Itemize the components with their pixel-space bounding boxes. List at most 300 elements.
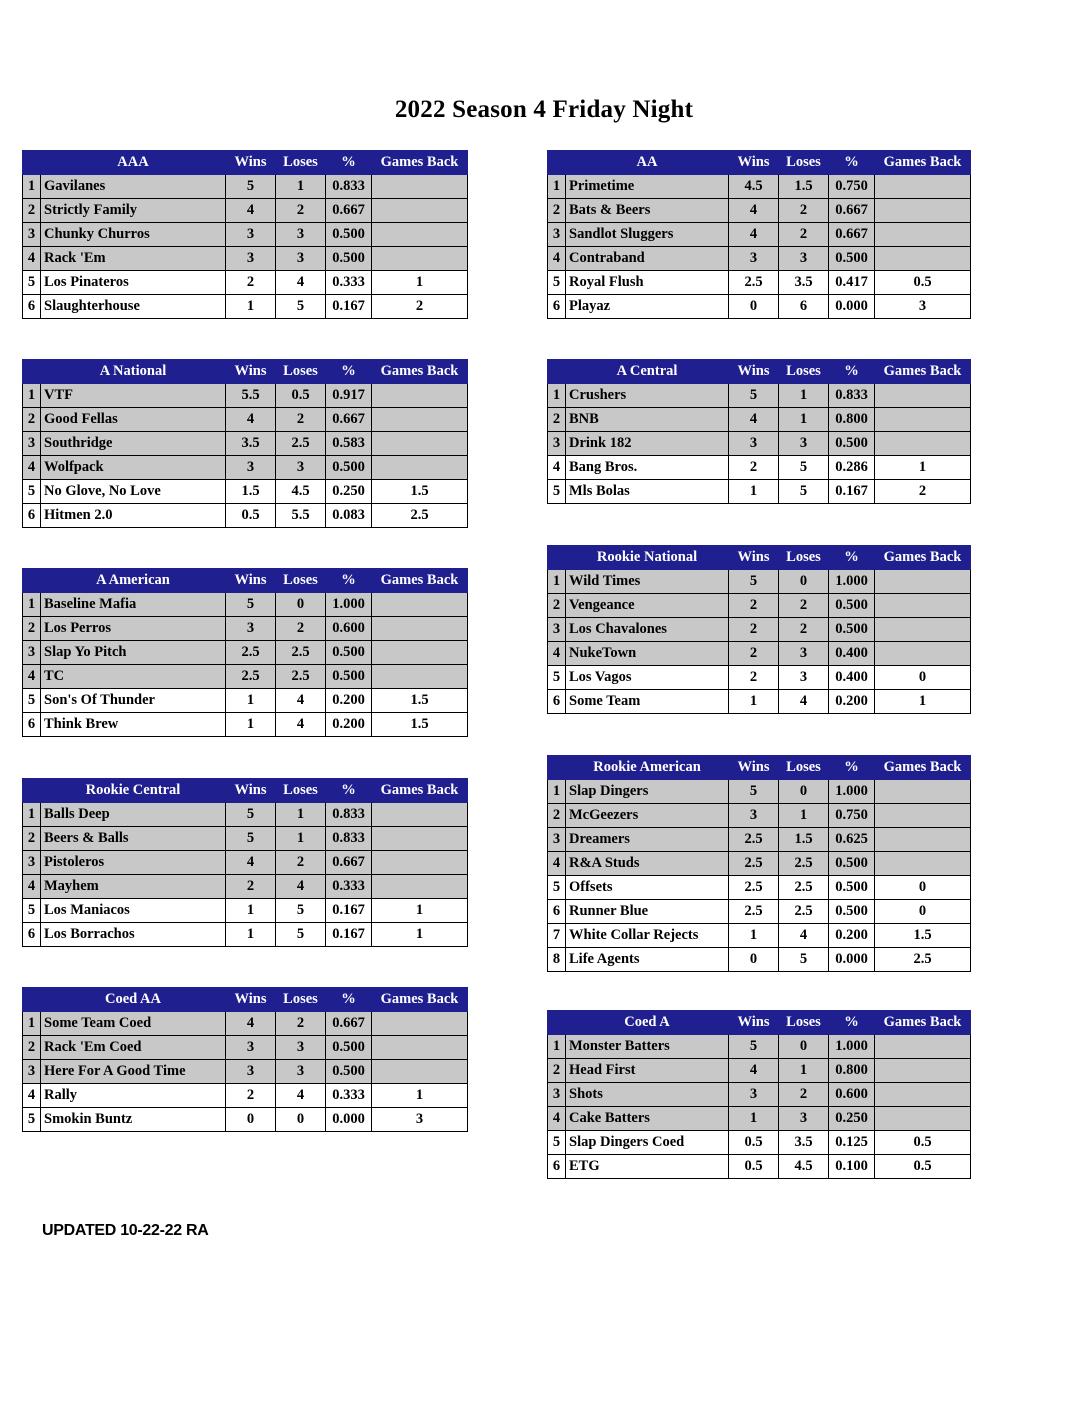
win-pct-cell: 0.000: [326, 1108, 372, 1132]
column-header: Games Back: [372, 779, 468, 803]
table-row: [23, 665, 468, 689]
games-back-cell: [372, 665, 468, 689]
wins-cell: 4: [729, 408, 779, 432]
column-header: Loses: [276, 360, 326, 384]
games-back-cell: [875, 618, 971, 642]
wins-cell: 5: [226, 593, 276, 617]
table-row: [548, 642, 971, 666]
column-header: Wins: [226, 988, 276, 1012]
wins-cell: 0: [729, 948, 779, 972]
table-row: [548, 1059, 971, 1083]
rank-cell: 1: [548, 780, 566, 804]
table-row: [23, 1108, 468, 1132]
win-pct-cell: 0.667: [829, 223, 875, 247]
loses-cell: 2.5: [276, 641, 326, 665]
rank-cell: 8: [548, 948, 566, 972]
division-header: Rookie National: [566, 546, 729, 570]
table-row: [23, 480, 468, 504]
table-row: [548, 948, 971, 972]
wins-cell: 0.5: [226, 504, 276, 528]
wins-cell: 3: [226, 1036, 276, 1060]
win-pct-cell: 0.125: [829, 1131, 875, 1155]
team-name-cell: Dreamers: [566, 828, 729, 852]
loses-cell: 4: [276, 713, 326, 737]
column-header: %: [326, 151, 372, 175]
games-back-cell: [372, 456, 468, 480]
win-pct-cell: 1.000: [326, 593, 372, 617]
wins-cell: 4: [226, 199, 276, 223]
rank-cell: 5: [23, 689, 41, 713]
games-back-cell: 1.5: [875, 924, 971, 948]
team-name-cell: Crushers: [566, 384, 729, 408]
column-header: Wins: [729, 151, 779, 175]
wins-cell: 4: [729, 1059, 779, 1083]
wins-cell: 5.5: [226, 384, 276, 408]
rank-cell: 5: [23, 899, 41, 923]
rank-cell: 2: [23, 617, 41, 641]
column-header: Loses: [779, 756, 829, 780]
rank-column-header: [548, 1011, 566, 1035]
rank-cell: 4: [23, 1084, 41, 1108]
rank-cell: 4: [23, 875, 41, 899]
games-back-cell: [875, 1035, 971, 1059]
table-row: [548, 247, 971, 271]
team-name-cell: Mls Bolas: [566, 480, 729, 504]
table-row: [548, 271, 971, 295]
rank-cell: 4: [23, 456, 41, 480]
rank-cell: 2: [548, 804, 566, 828]
win-pct-cell: 0.167: [829, 480, 875, 504]
loses-cell: 4: [276, 271, 326, 295]
win-pct-cell: 0.667: [829, 199, 875, 223]
column-header: Games Back: [875, 756, 971, 780]
games-back-cell: [372, 617, 468, 641]
team-name-cell: Los Borrachos: [41, 923, 226, 947]
loses-cell: 5: [779, 948, 829, 972]
table-row: [548, 924, 971, 948]
win-pct-cell: 0.500: [829, 594, 875, 618]
loses-cell: 2: [276, 408, 326, 432]
team-name-cell: Monster Batters: [566, 1035, 729, 1059]
loses-cell: 5: [276, 899, 326, 923]
loses-cell: 3.5: [779, 1131, 829, 1155]
team-name-cell: Bang Bros.: [566, 456, 729, 480]
wins-cell: 1: [729, 690, 779, 714]
loses-cell: 0: [779, 1035, 829, 1059]
rank-cell: 1: [23, 593, 41, 617]
column-header: Loses: [276, 151, 326, 175]
loses-cell: 5: [779, 480, 829, 504]
rank-cell: 5: [548, 271, 566, 295]
rank-cell: 4: [548, 1107, 566, 1131]
table-row: [23, 247, 468, 271]
wins-cell: 1: [226, 295, 276, 319]
win-pct-cell: 0.833: [326, 175, 372, 199]
wins-cell: 4: [226, 1012, 276, 1036]
win-pct-cell: 0.500: [326, 665, 372, 689]
win-pct-cell: 0.833: [326, 803, 372, 827]
team-name-cell: Life Agents: [566, 948, 729, 972]
rank-cell: 1: [548, 1035, 566, 1059]
win-pct-cell: 0.500: [829, 618, 875, 642]
team-name-cell: NukeTown: [566, 642, 729, 666]
loses-cell: 2.5: [779, 900, 829, 924]
team-name-cell: Rally: [41, 1084, 226, 1108]
loses-cell: 2: [276, 851, 326, 875]
division-header: AAA: [41, 151, 226, 175]
table-row: [23, 899, 468, 923]
win-pct-cell: 0.500: [326, 247, 372, 271]
rank-column-header: [23, 779, 41, 803]
table-row: [23, 1036, 468, 1060]
loses-cell: 4: [779, 924, 829, 948]
wins-cell: 2: [729, 642, 779, 666]
standings-table: [22, 568, 468, 737]
table-row: [23, 1084, 468, 1108]
table-row: [548, 876, 971, 900]
games-back-cell: 0: [875, 900, 971, 924]
table-row: [23, 1060, 468, 1084]
win-pct-cell: 0.667: [326, 1012, 372, 1036]
wins-cell: 2: [729, 456, 779, 480]
table-row: [548, 295, 971, 319]
win-pct-cell: 0.200: [829, 924, 875, 948]
games-back-cell: 2: [372, 295, 468, 319]
division-header: Coed AA: [41, 988, 226, 1012]
loses-cell: 0: [276, 593, 326, 617]
team-name-cell: Drink 182: [566, 432, 729, 456]
table-row: [548, 223, 971, 247]
division-header: A American: [41, 569, 226, 593]
team-name-cell: Slap Dingers: [566, 780, 729, 804]
rank-cell: 3: [548, 223, 566, 247]
loses-cell: 0.5: [276, 384, 326, 408]
team-name-cell: Contraband: [566, 247, 729, 271]
wins-cell: 2.5: [226, 665, 276, 689]
rank-column-header: [548, 360, 566, 384]
games-back-cell: [875, 642, 971, 666]
loses-cell: 3: [779, 642, 829, 666]
loses-cell: 1.5: [779, 175, 829, 199]
team-name-cell: Primetime: [566, 175, 729, 199]
games-back-cell: [875, 828, 971, 852]
team-name-cell: Los Vagos: [566, 666, 729, 690]
table-row: [548, 828, 971, 852]
loses-cell: 2: [276, 199, 326, 223]
rank-cell: 6: [548, 295, 566, 319]
team-name-cell: Hitmen 2.0: [41, 504, 226, 528]
wins-cell: 5: [729, 1035, 779, 1059]
column-header: Games Back: [875, 546, 971, 570]
column-header: Loses: [779, 546, 829, 570]
rank-cell: 4: [548, 247, 566, 271]
wins-cell: 0: [226, 1108, 276, 1132]
loses-cell: 3: [276, 223, 326, 247]
loses-cell: 3: [779, 666, 829, 690]
wins-cell: 1.5: [226, 480, 276, 504]
loses-cell: 4.5: [779, 1155, 829, 1179]
games-back-cell: [875, 384, 971, 408]
rank-column-header: [23, 569, 41, 593]
games-back-cell: [875, 852, 971, 876]
wins-cell: 5: [226, 175, 276, 199]
win-pct-cell: 0.800: [829, 408, 875, 432]
wins-cell: 4.5: [729, 175, 779, 199]
column-header: Loses: [779, 151, 829, 175]
division-header: Rookie American: [566, 756, 729, 780]
win-pct-cell: 0.000: [829, 295, 875, 319]
standings-table: [22, 359, 468, 528]
wins-cell: 3: [729, 1083, 779, 1107]
team-name-cell: Shots: [566, 1083, 729, 1107]
wins-cell: 3: [729, 247, 779, 271]
games-back-cell: 1: [875, 456, 971, 480]
table-row: [23, 851, 468, 875]
table-row: [23, 223, 468, 247]
games-back-cell: 2.5: [372, 504, 468, 528]
loses-cell: 3.5: [779, 271, 829, 295]
loses-cell: 2: [779, 199, 829, 223]
wins-cell: 2.5: [729, 828, 779, 852]
win-pct-cell: 0.200: [326, 713, 372, 737]
table-row: [23, 175, 468, 199]
team-name-cell: Slap Dingers Coed: [566, 1131, 729, 1155]
table-row: [548, 175, 971, 199]
table-row: [23, 803, 468, 827]
rank-cell: 5: [548, 480, 566, 504]
division-header: Coed A: [566, 1011, 729, 1035]
games-back-cell: [875, 1059, 971, 1083]
wins-cell: 3: [729, 432, 779, 456]
win-pct-cell: 0.833: [829, 384, 875, 408]
rank-cell: 5: [23, 271, 41, 295]
games-back-cell: 0.5: [875, 1131, 971, 1155]
standings-table: [547, 755, 971, 972]
wins-cell: 1: [226, 923, 276, 947]
games-back-cell: 1.5: [372, 689, 468, 713]
win-pct-cell: 0.833: [326, 827, 372, 851]
rank-cell: 6: [548, 900, 566, 924]
games-back-cell: [372, 247, 468, 271]
rank-cell: 3: [23, 641, 41, 665]
column-header: Games Back: [875, 151, 971, 175]
loses-cell: 1: [779, 384, 829, 408]
column-header: Games Back: [875, 360, 971, 384]
table-row: [23, 713, 468, 737]
column-header: %: [829, 1011, 875, 1035]
wins-cell: 2: [729, 594, 779, 618]
games-back-cell: 1: [875, 690, 971, 714]
standings-table: [22, 987, 468, 1132]
win-pct-cell: 0.500: [326, 1036, 372, 1060]
win-pct-cell: 0.167: [326, 923, 372, 947]
team-name-cell: Head First: [566, 1059, 729, 1083]
wins-cell: 3: [226, 247, 276, 271]
wins-cell: 0.5: [729, 1131, 779, 1155]
rank-cell: 3: [23, 432, 41, 456]
rank-cell: 3: [548, 432, 566, 456]
wins-cell: 5: [226, 803, 276, 827]
wins-cell: 2: [226, 1084, 276, 1108]
table-row: [548, 384, 971, 408]
table-row: [548, 1131, 971, 1155]
wins-cell: 3: [226, 456, 276, 480]
win-pct-cell: 0.500: [326, 1060, 372, 1084]
team-name-cell: Bats & Beers: [566, 199, 729, 223]
rank-cell: 4: [23, 665, 41, 689]
team-name-cell: BNB: [566, 408, 729, 432]
games-back-cell: 3: [875, 295, 971, 319]
table-row: [548, 780, 971, 804]
wins-cell: 3: [226, 617, 276, 641]
team-name-cell: Sandlot Sluggers: [566, 223, 729, 247]
games-back-cell: [372, 432, 468, 456]
table-row: [548, 199, 971, 223]
rank-cell: 3: [548, 1083, 566, 1107]
team-name-cell: Offsets: [566, 876, 729, 900]
loses-cell: 2: [779, 618, 829, 642]
rank-cell: 6: [23, 713, 41, 737]
wins-cell: 2: [226, 875, 276, 899]
win-pct-cell: 0.333: [326, 1084, 372, 1108]
wins-cell: 2.5: [729, 900, 779, 924]
rank-cell: 2: [23, 199, 41, 223]
table-row: [23, 641, 468, 665]
table-row: [23, 923, 468, 947]
win-pct-cell: 0.250: [326, 480, 372, 504]
rank-cell: 3: [23, 851, 41, 875]
table-row: [23, 593, 468, 617]
games-back-cell: [875, 199, 971, 223]
table-row: [548, 1107, 971, 1131]
team-name-cell: Runner Blue: [566, 900, 729, 924]
wins-cell: 1: [729, 1107, 779, 1131]
win-pct-cell: 0.417: [829, 271, 875, 295]
win-pct-cell: 0.667: [326, 408, 372, 432]
win-pct-cell: 0.200: [829, 690, 875, 714]
loses-cell: 4: [276, 689, 326, 713]
column-header: %: [829, 360, 875, 384]
games-back-cell: [875, 432, 971, 456]
rank-column-header: [23, 988, 41, 1012]
wins-cell: 4: [729, 223, 779, 247]
loses-cell: 3: [276, 1060, 326, 1084]
rank-column-header: [23, 151, 41, 175]
games-back-cell: [372, 223, 468, 247]
games-back-cell: 1.5: [372, 713, 468, 737]
table-row: [548, 432, 971, 456]
win-pct-cell: 0.583: [326, 432, 372, 456]
wins-cell: 2.5: [226, 641, 276, 665]
win-pct-cell: 0.400: [829, 666, 875, 690]
rank-column-header: [548, 546, 566, 570]
rank-cell: 2: [548, 1059, 566, 1083]
win-pct-cell: 0.667: [326, 851, 372, 875]
table-row: [23, 1012, 468, 1036]
rank-cell: 5: [548, 1131, 566, 1155]
loses-cell: 1: [276, 827, 326, 851]
column-header: Wins: [729, 756, 779, 780]
team-name-cell: Beers & Balls: [41, 827, 226, 851]
table-row: [548, 456, 971, 480]
team-name-cell: Slaughterhouse: [41, 295, 226, 319]
loses-cell: 2: [276, 1012, 326, 1036]
column-header: Games Back: [372, 988, 468, 1012]
rank-column-header: [548, 756, 566, 780]
table-row: [548, 690, 971, 714]
team-name-cell: Vengeance: [566, 594, 729, 618]
rank-cell: 1: [23, 384, 41, 408]
win-pct-cell: 1.000: [829, 780, 875, 804]
games-back-cell: 0.5: [875, 271, 971, 295]
games-back-cell: 0.5: [875, 1155, 971, 1179]
table-row: [548, 618, 971, 642]
division-header: AA: [566, 151, 729, 175]
win-pct-cell: 1.000: [829, 1035, 875, 1059]
wins-cell: 5: [729, 780, 779, 804]
team-name-cell: Some Team Coed: [41, 1012, 226, 1036]
loses-cell: 2: [779, 594, 829, 618]
games-back-cell: 1: [372, 899, 468, 923]
win-pct-cell: 0.500: [829, 852, 875, 876]
team-name-cell: Some Team: [566, 690, 729, 714]
table-row: [23, 504, 468, 528]
wins-cell: 4: [729, 199, 779, 223]
loses-cell: 3: [276, 247, 326, 271]
rank-cell: 3: [548, 618, 566, 642]
column-header: Wins: [226, 779, 276, 803]
loses-cell: 2: [779, 1083, 829, 1107]
games-back-cell: 2.5: [875, 948, 971, 972]
wins-cell: 2.5: [729, 876, 779, 900]
wins-cell: 5: [729, 384, 779, 408]
table-row: [548, 900, 971, 924]
team-name-cell: Wild Times: [566, 570, 729, 594]
loses-cell: 2.5: [276, 432, 326, 456]
rank-cell: 6: [23, 923, 41, 947]
team-name-cell: Southridge: [41, 432, 226, 456]
wins-cell: 4: [226, 851, 276, 875]
wins-cell: 0: [729, 295, 779, 319]
rank-cell: 6: [23, 504, 41, 528]
rank-cell: 1: [548, 175, 566, 199]
loses-cell: 2.5: [779, 876, 829, 900]
table-row: [23, 384, 468, 408]
column-header: %: [829, 151, 875, 175]
win-pct-cell: 0.167: [326, 899, 372, 923]
rank-cell: 1: [548, 570, 566, 594]
column-header: Loses: [276, 569, 326, 593]
loses-cell: 4: [276, 875, 326, 899]
win-pct-cell: 0.083: [326, 504, 372, 528]
team-name-cell: Balls Deep: [41, 803, 226, 827]
loses-cell: 2.5: [779, 852, 829, 876]
wins-cell: 3: [226, 223, 276, 247]
wins-cell: 0.5: [729, 1155, 779, 1179]
team-name-cell: Los Perros: [41, 617, 226, 641]
win-pct-cell: 0.500: [326, 641, 372, 665]
games-back-cell: [372, 875, 468, 899]
loses-cell: 4.5: [276, 480, 326, 504]
rank-cell: 3: [23, 1060, 41, 1084]
standings-table: [547, 150, 971, 319]
wins-cell: 4: [226, 408, 276, 432]
games-back-cell: [372, 593, 468, 617]
rank-cell: 6: [23, 295, 41, 319]
table-row: [548, 594, 971, 618]
games-back-cell: 1.5: [372, 480, 468, 504]
games-back-cell: [372, 175, 468, 199]
